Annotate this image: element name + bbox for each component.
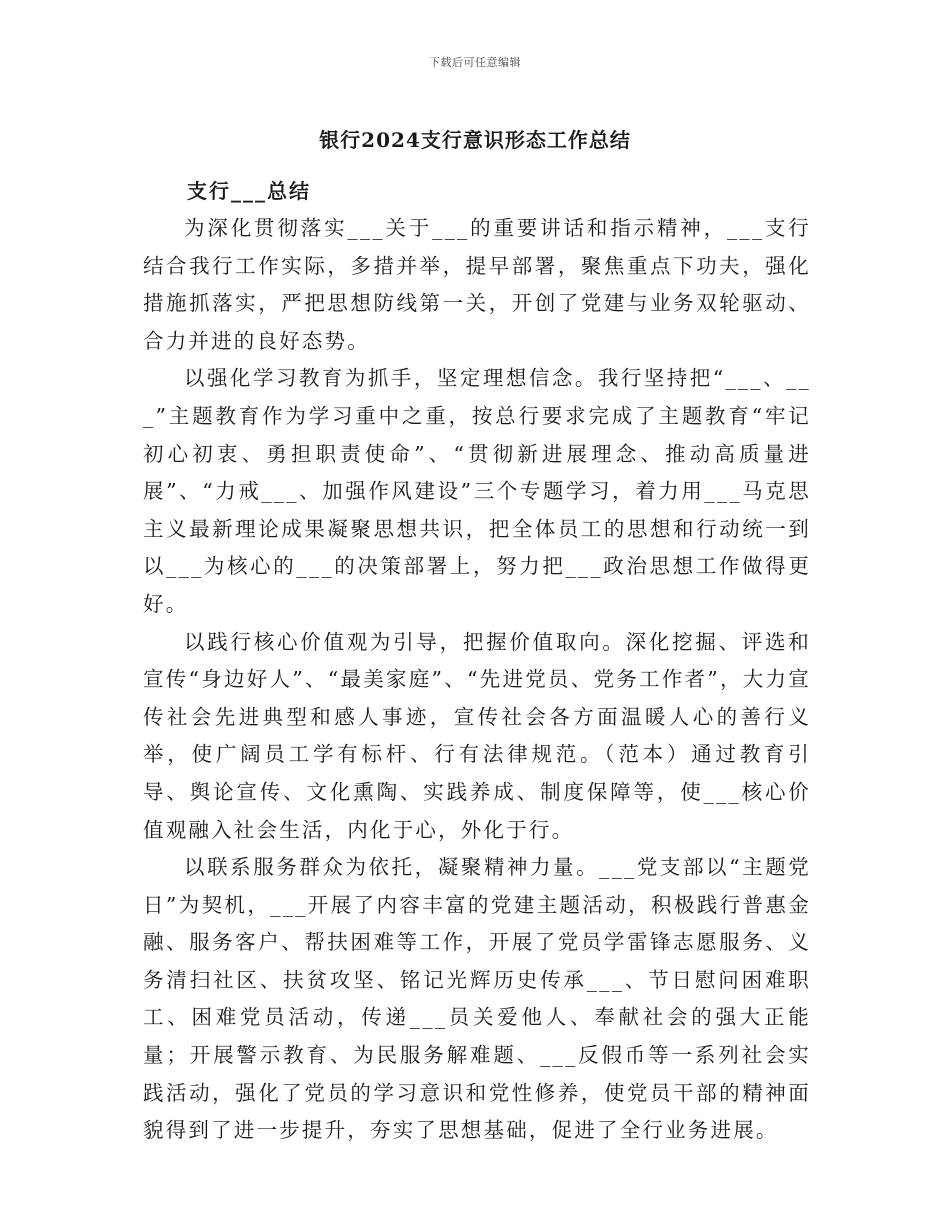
document-body xyxy=(143,210,811,1150)
paragraph-study-education: 以强化学习教育为抓手，坚定理想信念。我行坚持把“___、___”主题教育作为学习重中之重，按总行要求完成了主题教育“牢记初心初衷、勇担职责使命”、“贯彻新进展理念、推动高质量进展”、“力戒___、加强作风建设”三个专题学习，着力用___马克思主义最新理论成果凝聚思想共识，把全体员工的思想和行动统一到以___为核心的___的决策部署上，努力把___政治思想工作做得更好。 xyxy=(143,366,811,616)
paragraph-intro: 为深化贯彻落实___关于___的重要讲话和指示精神，___支行结合我行工作实际，多措并举，提早部署，聚焦重点下功夫，强化措施抓落实，严把思想防线第一关，开创了党建与业务双轮驱动、合力并进的良好态势。 xyxy=(143,216,811,353)
section-heading: 支行___总结 xyxy=(187,179,311,203)
document-title: 银行2024支行意识形态工作总结 xyxy=(319,128,631,152)
header-note: 下载后可任意编辑 xyxy=(429,56,521,69)
paragraph-serve-masses: 以联系服务群众为依托，凝聚精神力量。___党支部以“主题党日”为契机，___开展了内容丰富的党建主题活动，积极践行普惠金融、服务客户、帮扶困难等工作，开展了党员学雷锋志愿服务、义务清扫社区、扶贫攻坚、铭记光辉历史传承___、节日慰问困难职工、困难党员活动，传递___员关爱他人、奉献社会的强大正能量；开展警示教育、为民服务解难题、___反假币等一系列社会实践活动，强化了党员的学习意识和党性修养，使党员干部的精神面貌得到了进一步提升，夯实了思想基础，促进了全行业务进展。 xyxy=(143,855,811,1143)
paragraph-core-values: 以践行核心价值观为引导，把握价值取向。深化挖掘、评选和宣传“身边好人”、“最美家庭”、“先进党员、党务工作者”，大力宣传社会先进典型和感人事迹，宣传社会各方面温暖人心的善行义举，使广阔员工学有标杆、行有法律规范。（范本）通过教育引导、舆论宣传、文化熏陶、实践养成、制度保障等，使___核心价值观融入社会生活，内化于心，外化于行。 xyxy=(143,629,811,842)
